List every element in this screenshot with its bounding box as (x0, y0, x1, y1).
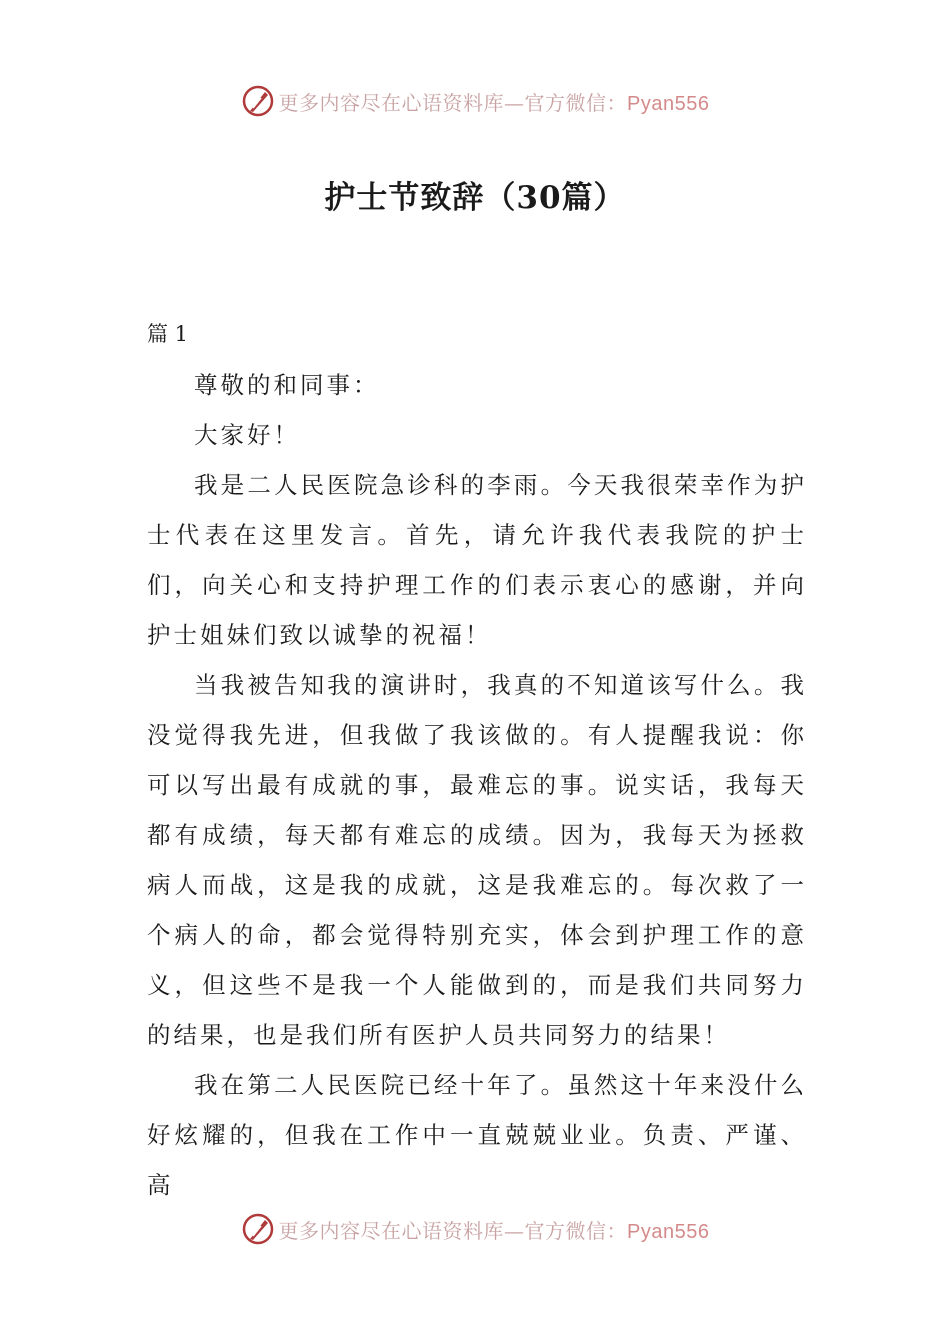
paragraph: 我在第二人民医院已经十年了。虽然这十年来没什么好炫耀的，但我在工作中一直兢兢业业。负责、严谨、高 (147, 1071, 807, 1199)
document-body (147, 360, 807, 1210)
paragraph: 大家好！ (194, 421, 300, 449)
banner-label: 更多内容尽在心语资料库—官方微信： (278, 90, 628, 115)
quill-logo-icon (241, 84, 275, 118)
document-title: 护士节致辞（30篇） (324, 180, 626, 216)
paragraph: 当我被告知我的演讲时，我真的不知道该写什么。我没觉得我先进，但我做了我该做的。有人提醒我说：你可以写出最有成就的事，最难忘的事。说实话，我每天都有成绩，每天都有难忘的成绩。因为，我每天为拯救病人而战，这是我的成就，这是我难忘的。每次救了一个病人的命，都会觉得特别充实，体会到护理工作的意义，但这些不是我一个人能做到的，而是我们共同努力的结果，也是我们所有医护人员共同努力的结果！ (147, 671, 807, 1049)
section-label: 篇 1 (147, 322, 189, 346)
footer-banner (0, 1212, 950, 1246)
banner-wechat-id: Pyan556 (627, 1220, 710, 1243)
banner-wechat-id: Pyan556 (627, 92, 710, 115)
header-banner (0, 84, 950, 118)
banner-text (279, 87, 710, 116)
paragraph: 我是二人民医院急诊科的李雨。今天我很荣幸作为护士代表在这里发言。首先，请允许我代表我院的护士们，向关心和支持护理工作的们表示衷心的感谢，并向护士姐妹们致以诚挚的祝福！ (147, 471, 807, 649)
banner-text (279, 1215, 710, 1244)
quill-logo-icon (241, 1212, 275, 1246)
paragraph: 尊敬的和同事： (194, 371, 380, 399)
banner-label: 更多内容尽在心语资料库—官方微信： (278, 1218, 628, 1243)
